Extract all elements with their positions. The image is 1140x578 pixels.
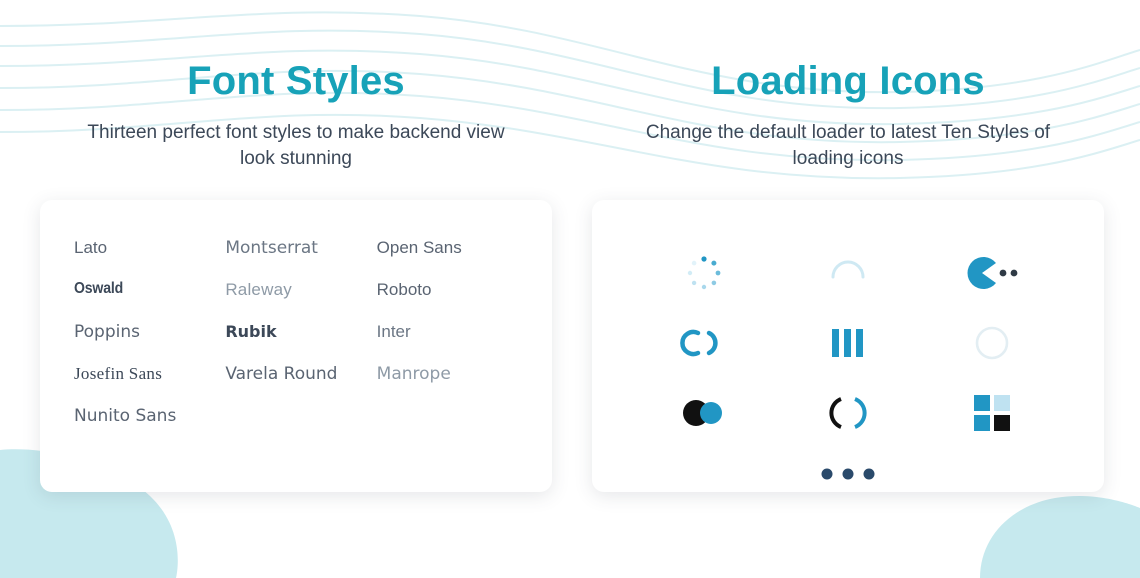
font-item[interactable]: Manrope xyxy=(376,364,451,385)
loading-icons-title: Loading Icons xyxy=(711,59,985,103)
loader-list xyxy=(632,230,1064,448)
font-item[interactable]: Raleway xyxy=(225,280,292,300)
font-item[interactable]: Nunito Sans xyxy=(74,406,177,427)
font-item[interactable]: Rubik xyxy=(225,322,277,342)
pacman-loader-icon[interactable] xyxy=(961,242,1023,304)
column-loading-icons xyxy=(592,0,1104,492)
font-list xyxy=(74,228,518,426)
font-item[interactable]: Poppins xyxy=(74,322,140,343)
dual-arc-loader-icon[interactable] xyxy=(673,312,735,374)
loading-icons-subtitle: Change the default loader to latest Ten Styles of loading icons xyxy=(645,122,1051,170)
font-item[interactable]: Roboto xyxy=(376,280,432,300)
font-item[interactable]: Open Sans xyxy=(376,238,462,258)
font-item[interactable]: Oswald xyxy=(74,280,124,298)
column-font-styles xyxy=(40,0,552,492)
font-item[interactable]: Montserrat xyxy=(225,238,318,259)
arc-spinner-icon[interactable] xyxy=(817,242,879,304)
three-bars-loader-icon[interactable] xyxy=(817,312,879,374)
broken-ring-loader-icon[interactable] xyxy=(817,382,879,444)
font-styles-title: Font Styles xyxy=(187,59,405,103)
font-styles-subtitle: Thirteen perfect font styles to make backend view look stunning xyxy=(87,122,505,170)
two-circles-loader-icon[interactable] xyxy=(673,382,735,444)
three-dots-loader-icon[interactable] xyxy=(632,448,1064,500)
ring-loader-icon[interactable] xyxy=(961,312,1023,374)
loading-icons-card xyxy=(592,200,1104,492)
squares-grid-loader-icon[interactable] xyxy=(961,382,1023,444)
font-item[interactable]: Varela Round xyxy=(225,364,338,385)
spinner-dots-circle-icon[interactable] xyxy=(673,242,735,304)
font-item[interactable]: Josefin Sans xyxy=(74,364,163,384)
font-styles-card xyxy=(40,200,552,492)
font-item[interactable]: Lato xyxy=(74,238,108,258)
font-item[interactable]: Inter xyxy=(376,322,411,342)
